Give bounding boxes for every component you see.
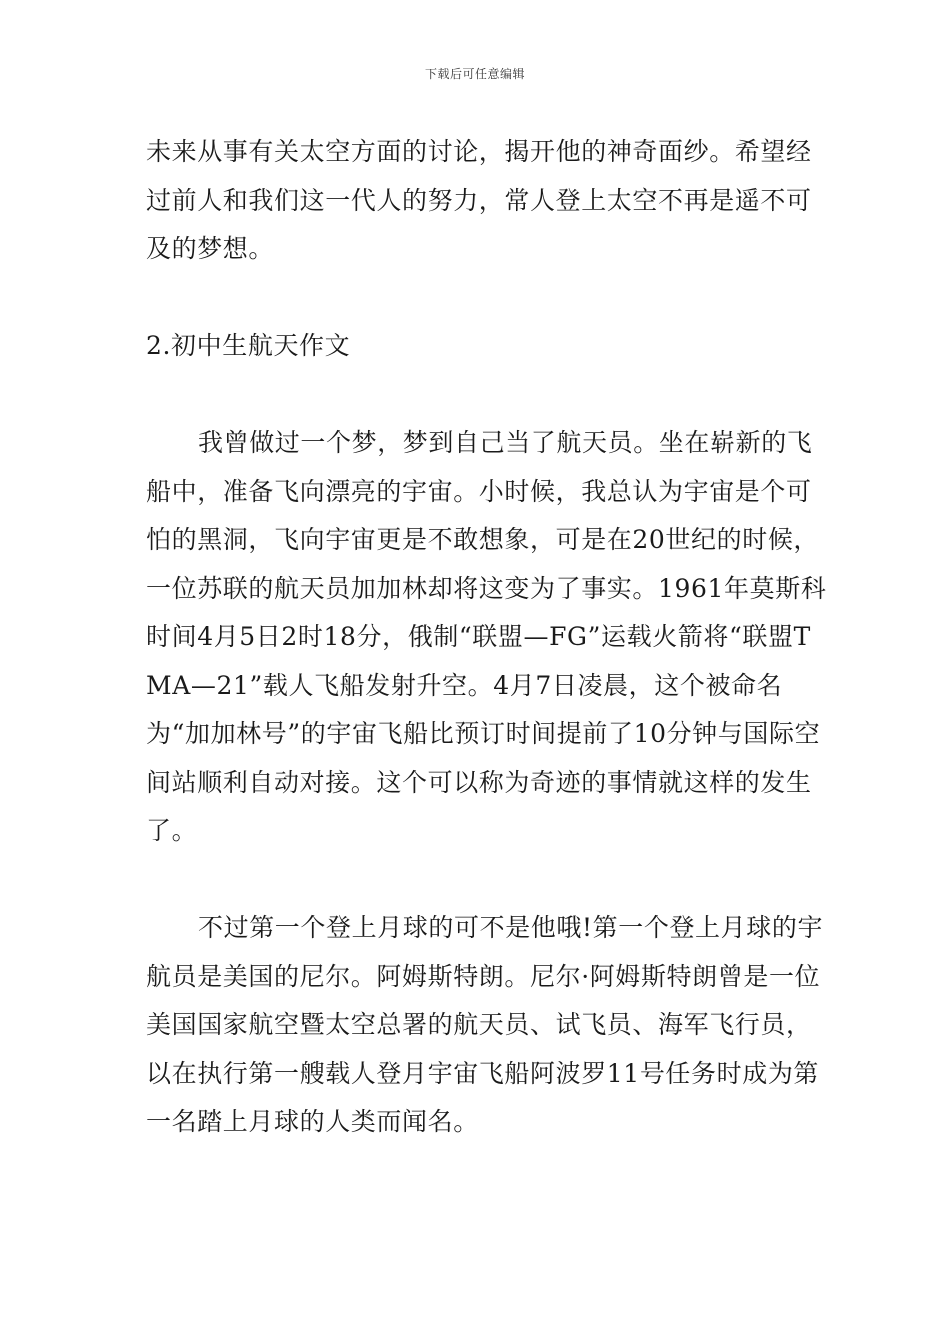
- paragraph-intro: 未来从事有关太空方面的讨论，揭开他的神奇面纱。希望经过前人和我们这一代人的努力，常人登上太空不再是遥不可及的梦想。: [146, 137, 812, 263]
- blank-line: [146, 274, 836, 323]
- section-title: 2.初中生航天作文: [146, 331, 351, 360]
- blank-line: [146, 371, 836, 420]
- blank-line: [146, 856, 836, 905]
- paragraph-armstrong: 不过第一个登上月球的可不是他哦!第一个登上月球的宇航员是美国的尼尔。阿姆斯特朗。尼尔·阿姆斯特朗曾是一位美国国家航空暨太空总署的航天员、试飞员、海军飞行员，以在执行第一艘载人登月宇宙飞船阿波罗11号任务时成为第一名踏上月球的人类而闻名。: [146, 913, 824, 1136]
- page-header-note: 下载后可任意编辑: [424, 67, 525, 81]
- paragraph-dream: 我曾做过一个梦，梦到自己当了航天员。坐在崭新的飞船中，准备飞向漂亮的宇宙。小时候，我总认为宇宙是个可怕的黑洞，飞向宇宙更是不敢想象，可是在20世纪的时候，一位苏联的航天员加加林却将这变为了事实。1961年莫斯科时间4月5日2时18分，俄制“联盟—FG”运载火箭将“联盟TMA—21”载人飞船发射升空。4月7日凌晨，这个被命名为“加加林号”的宇宙飞船比预订时间提前了10分钟与国际空间站顺利自动对接。这个可以称为奇迹的事情就这样的发生了。: [146, 428, 827, 845]
- document-body: [146, 128, 836, 1147]
